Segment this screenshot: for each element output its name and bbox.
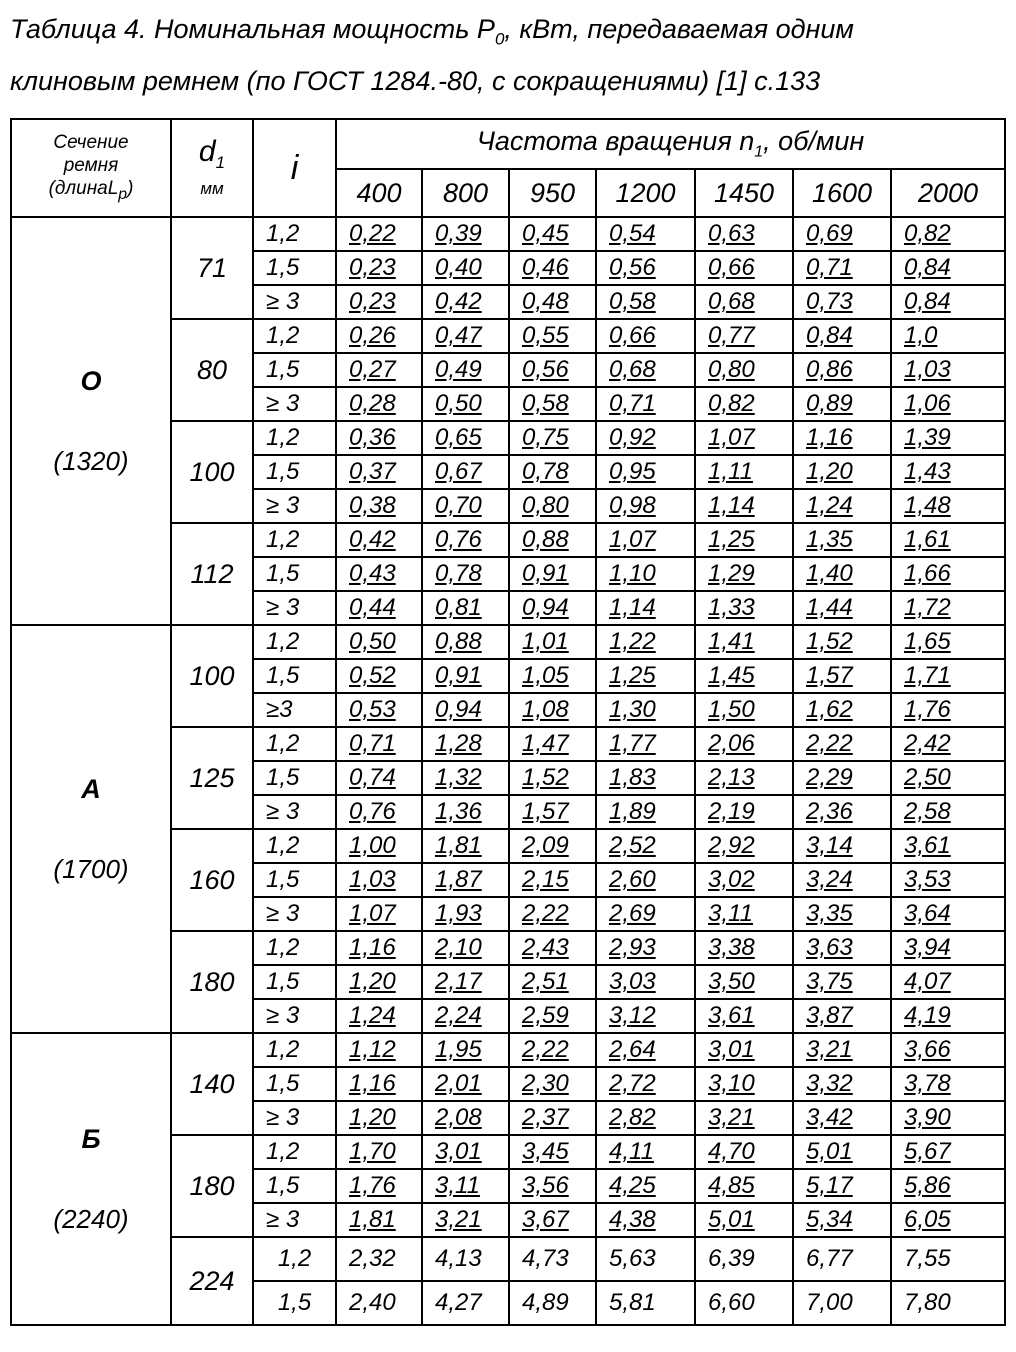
power-cell: 1,62 <box>793 693 891 727</box>
section-cell <box>11 1033 171 1325</box>
power-cell: 3,03 <box>596 965 695 999</box>
power-cell: 0,56 <box>509 353 596 387</box>
d1-cell: 71 <box>171 217 253 319</box>
power-cell: 1,20 <box>336 965 422 999</box>
power-cell: 1,41 <box>695 625 793 659</box>
power-cell: 0,73 <box>793 285 891 319</box>
power-cell: 1,32 <box>422 761 509 795</box>
power-cell: 2,10 <box>422 931 509 965</box>
power-cell: 1,01 <box>509 625 596 659</box>
power-cell: 1,39 <box>891 421 1005 455</box>
power-cell: 0,50 <box>422 387 509 421</box>
ratio-cell: ≥ 3 <box>253 897 336 931</box>
power-cell: 2,59 <box>509 999 596 1033</box>
section-cell <box>11 625 171 1033</box>
power-cell: 1,30 <box>596 693 695 727</box>
power-cell: 1,07 <box>596 523 695 557</box>
power-cell: 1,40 <box>793 557 891 591</box>
power-cell: 2,22 <box>509 1033 596 1067</box>
power-cell: 1,00 <box>336 829 422 863</box>
power-cell: 1,95 <box>422 1033 509 1067</box>
power-cell: 1,77 <box>596 727 695 761</box>
power-cell: 0,42 <box>422 285 509 319</box>
power-cell: 0,74 <box>336 761 422 795</box>
power-cell: 3,66 <box>891 1033 1005 1067</box>
power-cell: 3,11 <box>422 1169 509 1203</box>
d1-cell: 180 <box>171 931 253 1033</box>
power-cell: 3,78 <box>891 1067 1005 1101</box>
power-cell: 5,67 <box>891 1135 1005 1169</box>
power-cell: 1,35 <box>793 523 891 557</box>
power-cell: 3,87 <box>793 999 891 1033</box>
power-cell: 2,13 <box>695 761 793 795</box>
ratio-cell: ≥ 3 <box>253 1203 336 1237</box>
power-cell: 0,39 <box>422 217 509 251</box>
power-cell: 1,93 <box>422 897 509 931</box>
power-cell: 0,47 <box>422 319 509 353</box>
power-cell: 0,94 <box>509 591 596 625</box>
ratio-cell: 1,5 <box>253 1169 336 1203</box>
power-cell: 1,10 <box>596 557 695 591</box>
power-cell: 1,11 <box>695 455 793 489</box>
power-cell: 1,03 <box>891 353 1005 387</box>
power-cell: 3,90 <box>891 1101 1005 1135</box>
power-cell: 5,86 <box>891 1169 1005 1203</box>
power-cell: 1,0 <box>891 319 1005 353</box>
power-cell: 0,76 <box>422 523 509 557</box>
power-cell: 0,48 <box>509 285 596 319</box>
power-cell: 1,24 <box>336 999 422 1033</box>
ratio-cell: 1,2 <box>253 931 336 965</box>
d1-cell: 160 <box>171 829 253 931</box>
power-cell: 4,73 <box>509 1237 596 1281</box>
power-cell: 5,63 <box>596 1237 695 1281</box>
power-cell: 0,37 <box>336 455 422 489</box>
ratio-cell: ≥ 3 <box>253 1101 336 1135</box>
d1-cell: 180 <box>171 1135 253 1237</box>
power-cell: 2,92 <box>695 829 793 863</box>
power-cell: 0,67 <box>422 455 509 489</box>
power-cell: 0,58 <box>596 285 695 319</box>
d1-cell: 140 <box>171 1033 253 1135</box>
power-cell: 0,98 <box>596 489 695 523</box>
power-cell: 1,66 <box>891 557 1005 591</box>
header-freq-cell: 950 <box>509 169 596 217</box>
power-cell: 2,52 <box>596 829 695 863</box>
d1-cell: 100 <box>171 625 253 727</box>
caption-line-1: Таблица 4. Номинальная мощность $P_0$, кВт, передаваемая одним <box>10 14 854 49</box>
table-caption <box>10 8 1010 102</box>
header-d1: $d_1$ мм <box>171 119 253 217</box>
power-cell: 4,38 <box>596 1203 695 1237</box>
ratio-cell: ≥ 3 <box>253 387 336 421</box>
power-cell: 1,08 <box>509 693 596 727</box>
power-cell: 3,24 <box>793 863 891 897</box>
power-cell: 0,81 <box>422 591 509 625</box>
power-cell: 1,22 <box>596 625 695 659</box>
power-cell: 2,69 <box>596 897 695 931</box>
power-cell: 0,89 <box>793 387 891 421</box>
power-cell: 0,80 <box>695 353 793 387</box>
header-freq-cell: 1600 <box>793 169 891 217</box>
power-cell: 0,38 <box>336 489 422 523</box>
ratio-cell: 1,2 <box>253 319 336 353</box>
power-cell: 0,86 <box>793 353 891 387</box>
power-cell: 0,45 <box>509 217 596 251</box>
section-length: (2240) <box>53 1204 129 1234</box>
power-cell: 2,17 <box>422 965 509 999</box>
power-cell: 0,68 <box>596 353 695 387</box>
power-cell: 3,02 <box>695 863 793 897</box>
ratio-cell: 1,5 <box>253 557 336 591</box>
power-cell: 3,32 <box>793 1067 891 1101</box>
ratio-cell: 1,5 <box>253 863 336 897</box>
power-cell: 6,39 <box>695 1237 793 1281</box>
power-cell: 2,22 <box>509 897 596 931</box>
power-cell: 0,46 <box>509 251 596 285</box>
ratio-cell: ≥ 3 <box>253 795 336 829</box>
power-cell: 0,63 <box>695 217 793 251</box>
power-cell: 0,68 <box>695 285 793 319</box>
header-freq-cell: 1450 <box>695 169 793 217</box>
power-cell: 1,16 <box>793 421 891 455</box>
power-cell: 1,87 <box>422 863 509 897</box>
power-cell: 2,43 <box>509 931 596 965</box>
power-cell: 2,15 <box>509 863 596 897</box>
power-cell: 5,17 <box>793 1169 891 1203</box>
power-cell: 1,45 <box>695 659 793 693</box>
power-cell: 0,84 <box>891 285 1005 319</box>
power-cell: 0,66 <box>596 319 695 353</box>
header-frequency: Частота вращения $n_1$, об/мин <box>336 119 1005 169</box>
power-cell: 4,13 <box>422 1237 509 1281</box>
power-cell: 1,76 <box>891 693 1005 727</box>
ratio-cell: 1,5 <box>253 353 336 387</box>
power-cell: 6,05 <box>891 1203 1005 1237</box>
power-cell: 0,53 <box>336 693 422 727</box>
power-cell: 0,94 <box>422 693 509 727</box>
power-cell: 1,20 <box>793 455 891 489</box>
power-cell: 3,21 <box>793 1033 891 1067</box>
header-freq-cell: 400 <box>336 169 422 217</box>
section-name: А <box>81 774 101 804</box>
power-cell: 3,38 <box>695 931 793 965</box>
power-cell: 1,72 <box>891 591 1005 625</box>
ratio-cell: 1,2 <box>253 1237 336 1281</box>
power-cell: 1,57 <box>509 795 596 829</box>
power-cell: 2,36 <box>793 795 891 829</box>
power-cell: 3,56 <box>509 1169 596 1203</box>
power-cell: 0,78 <box>509 455 596 489</box>
power-cell: 0,49 <box>422 353 509 387</box>
power-cell: 2,06 <box>695 727 793 761</box>
power-cell: 1,36 <box>422 795 509 829</box>
ratio-cell: ≥3 <box>253 693 336 727</box>
power-cell: 4,89 <box>509 1281 596 1325</box>
power-cell: 2,32 <box>336 1237 422 1281</box>
ratio-cell: 1,5 <box>253 1281 336 1325</box>
power-cell: 0,75 <box>509 421 596 455</box>
power-cell: 0,71 <box>336 727 422 761</box>
power-cell: 5,34 <box>793 1203 891 1237</box>
power-cell: 0,56 <box>596 251 695 285</box>
power-cell: 1,25 <box>596 659 695 693</box>
ratio-cell: 1,5 <box>253 965 336 999</box>
power-cell: 2,60 <box>596 863 695 897</box>
power-cell: 3,14 <box>793 829 891 863</box>
power-cell: 0,88 <box>509 523 596 557</box>
power-cell: 0,76 <box>336 795 422 829</box>
power-cell: 1,14 <box>596 591 695 625</box>
power-cell: 2,30 <box>509 1067 596 1101</box>
power-cell: 3,21 <box>422 1203 509 1237</box>
power-cell: 1,47 <box>509 727 596 761</box>
power-cell: 1,12 <box>336 1033 422 1067</box>
power-cell: 0,26 <box>336 319 422 353</box>
power-cell: 2,82 <box>596 1101 695 1135</box>
ratio-cell: ≥ 3 <box>253 591 336 625</box>
power-cell: 1,06 <box>891 387 1005 421</box>
power-cell: 1,16 <box>336 1067 422 1101</box>
power-cell: 0,27 <box>336 353 422 387</box>
power-cell: 0,70 <box>422 489 509 523</box>
power-cell: 1,81 <box>336 1203 422 1237</box>
power-cell: 1,81 <box>422 829 509 863</box>
ratio-cell: 1,2 <box>253 829 336 863</box>
power-cell: 3,67 <box>509 1203 596 1237</box>
power-cell: 0,91 <box>509 557 596 591</box>
power-cell: 0,69 <box>793 217 891 251</box>
power-cell: 0,65 <box>422 421 509 455</box>
power-cell: 3,50 <box>695 965 793 999</box>
power-cell: 1,16 <box>336 931 422 965</box>
power-cell: 1,48 <box>891 489 1005 523</box>
power-cell: 0,23 <box>336 285 422 319</box>
power-cell: 1,83 <box>596 761 695 795</box>
power-cell: 0,44 <box>336 591 422 625</box>
power-cell: 0,84 <box>891 251 1005 285</box>
power-cell: 6,60 <box>695 1281 793 1325</box>
power-cell: 3,01 <box>695 1033 793 1067</box>
power-cell: 7,00 <box>793 1281 891 1325</box>
power-cell: 0,28 <box>336 387 422 421</box>
power-cell: 0,43 <box>336 557 422 591</box>
power-cell: 0,92 <box>596 421 695 455</box>
power-cell: 1,25 <box>695 523 793 557</box>
power-cell: 0,42 <box>336 523 422 557</box>
power-cell: 1,20 <box>336 1101 422 1135</box>
power-cell: 3,10 <box>695 1067 793 1101</box>
power-cell: 0,52 <box>336 659 422 693</box>
power-cell: 0,95 <box>596 455 695 489</box>
power-cell: 2,72 <box>596 1067 695 1101</box>
power-cell: 5,01 <box>793 1135 891 1169</box>
power-cell: 0,88 <box>422 625 509 659</box>
power-cell: 1,05 <box>509 659 596 693</box>
power-cell: 4,70 <box>695 1135 793 1169</box>
power-cell: 3,42 <box>793 1101 891 1135</box>
section-name: Б <box>81 1124 101 1154</box>
power-cell: 1,70 <box>336 1135 422 1169</box>
power-cell: 3,11 <box>695 897 793 931</box>
power-cell: 1,50 <box>695 693 793 727</box>
section-name: О <box>80 366 102 396</box>
power-cell: 7,55 <box>891 1237 1005 1281</box>
power-cell: 1,07 <box>695 421 793 455</box>
power-cell: 2,37 <box>509 1101 596 1135</box>
ratio-cell: 1,2 <box>253 217 336 251</box>
ratio-cell: 1,5 <box>253 1067 336 1101</box>
power-cell: 3,35 <box>793 897 891 931</box>
caption-line-2: клиновым ремнем (по ГОСТ 1284.-80, с сокращениями) [1] с.133 <box>10 66 821 97</box>
power-cell: 2,22 <box>793 727 891 761</box>
power-cell: 1,71 <box>891 659 1005 693</box>
section-length: (1320) <box>53 446 129 476</box>
power-cell: 0,80 <box>509 489 596 523</box>
header-freq-cell: 800 <box>422 169 509 217</box>
table-body <box>11 217 1005 1325</box>
power-cell: 0,82 <box>695 387 793 421</box>
power-cell: 5,01 <box>695 1203 793 1237</box>
ratio-cell: ≥ 3 <box>253 489 336 523</box>
d1-cell: 112 <box>171 523 253 625</box>
power-cell: 1,76 <box>336 1169 422 1203</box>
power-cell: 0,36 <box>336 421 422 455</box>
power-cell: 1,29 <box>695 557 793 591</box>
power-cell: 3,12 <box>596 999 695 1033</box>
ratio-cell: ≥ 3 <box>253 999 336 1033</box>
power-cell: 4,11 <box>596 1135 695 1169</box>
power-cell: 3,53 <box>891 863 1005 897</box>
power-cell: 3,63 <box>793 931 891 965</box>
header-freq-cell: 2000 <box>891 169 1005 217</box>
table-row <box>11 1033 1005 1067</box>
power-cell: 2,50 <box>891 761 1005 795</box>
power-cell: 1,28 <box>422 727 509 761</box>
power-cell: 3,45 <box>509 1135 596 1169</box>
power-cell: 1,57 <box>793 659 891 693</box>
power-table <box>10 118 1006 1326</box>
power-cell: 2,40 <box>336 1281 422 1325</box>
header-i: i <box>253 119 336 217</box>
power-cell: 1,89 <box>596 795 695 829</box>
power-cell: 1,61 <box>891 523 1005 557</box>
power-cell: 0,55 <box>509 319 596 353</box>
power-cell: 1,65 <box>891 625 1005 659</box>
power-cell: 1,44 <box>793 591 891 625</box>
power-cell: 2,24 <box>422 999 509 1033</box>
d1-cell: 80 <box>171 319 253 421</box>
power-cell: 2,01 <box>422 1067 509 1101</box>
table-row <box>11 217 1005 251</box>
power-cell: 2,19 <box>695 795 793 829</box>
power-cell: 1,33 <box>695 591 793 625</box>
power-cell: 2,58 <box>891 795 1005 829</box>
ratio-cell: 1,2 <box>253 625 336 659</box>
d1-cell: 125 <box>171 727 253 829</box>
power-cell: 3,94 <box>891 931 1005 965</box>
ratio-cell: 1,2 <box>253 1033 336 1067</box>
power-cell: 2,29 <box>793 761 891 795</box>
section-cell <box>11 217 171 625</box>
power-cell: 0,91 <box>422 659 509 693</box>
ratio-cell: 1,5 <box>253 659 336 693</box>
power-cell: 5,81 <box>596 1281 695 1325</box>
power-cell: 3,01 <box>422 1135 509 1169</box>
power-cell: 0,40 <box>422 251 509 285</box>
power-cell: 0,71 <box>596 387 695 421</box>
power-cell: 7,80 <box>891 1281 1005 1325</box>
power-cell: 0,50 <box>336 625 422 659</box>
power-cell: 0,84 <box>793 319 891 353</box>
ratio-cell: 1,5 <box>253 455 336 489</box>
ratio-cell: 1,5 <box>253 761 336 795</box>
power-cell: 4,25 <box>596 1169 695 1203</box>
ratio-cell: 1,2 <box>253 1135 336 1169</box>
power-cell: 3,21 <box>695 1101 793 1135</box>
power-cell: 1,03 <box>336 863 422 897</box>
section-length: (1700) <box>53 854 129 884</box>
ratio-cell: ≥ 3 <box>253 285 336 319</box>
power-cell: 1,52 <box>509 761 596 795</box>
ratio-cell: 1,2 <box>253 421 336 455</box>
power-cell: 4,85 <box>695 1169 793 1203</box>
power-cell: 2,08 <box>422 1101 509 1135</box>
power-cell: 0,66 <box>695 251 793 285</box>
power-cell: 0,22 <box>336 217 422 251</box>
power-cell: 2,93 <box>596 931 695 965</box>
power-cell: 0,58 <box>509 387 596 421</box>
power-cell: 2,64 <box>596 1033 695 1067</box>
power-cell: 6,77 <box>793 1237 891 1281</box>
power-cell: 1,24 <box>793 489 891 523</box>
power-cell: 1,07 <box>336 897 422 931</box>
ratio-cell: 1,2 <box>253 523 336 557</box>
power-cell: 4,27 <box>422 1281 509 1325</box>
ratio-cell: 1,2 <box>253 727 336 761</box>
power-cell: 0,71 <box>793 251 891 285</box>
d1-cell: 224 <box>171 1237 253 1325</box>
table-row <box>11 625 1005 659</box>
power-cell: 2,09 <box>509 829 596 863</box>
power-cell: 1,43 <box>891 455 1005 489</box>
power-cell: 4,19 <box>891 999 1005 1033</box>
power-cell: 3,64 <box>891 897 1005 931</box>
power-cell: 3,75 <box>793 965 891 999</box>
header-section: Сечение ремня (длинаL$_p$) <box>11 119 171 217</box>
power-cell: 2,51 <box>509 965 596 999</box>
power-cell: 1,52 <box>793 625 891 659</box>
power-cell: 2,42 <box>891 727 1005 761</box>
power-cell: 0,54 <box>596 217 695 251</box>
power-cell: 3,61 <box>695 999 793 1033</box>
power-cell: 0,82 <box>891 217 1005 251</box>
power-cell: 0,77 <box>695 319 793 353</box>
power-cell: 0,23 <box>336 251 422 285</box>
power-cell: 1,14 <box>695 489 793 523</box>
header-freq-cell: 1200 <box>596 169 695 217</box>
d1-cell: 100 <box>171 421 253 523</box>
power-cell: 0,78 <box>422 557 509 591</box>
power-cell: 3,61 <box>891 829 1005 863</box>
ratio-cell: 1,5 <box>253 251 336 285</box>
power-cell: 4,07 <box>891 965 1005 999</box>
